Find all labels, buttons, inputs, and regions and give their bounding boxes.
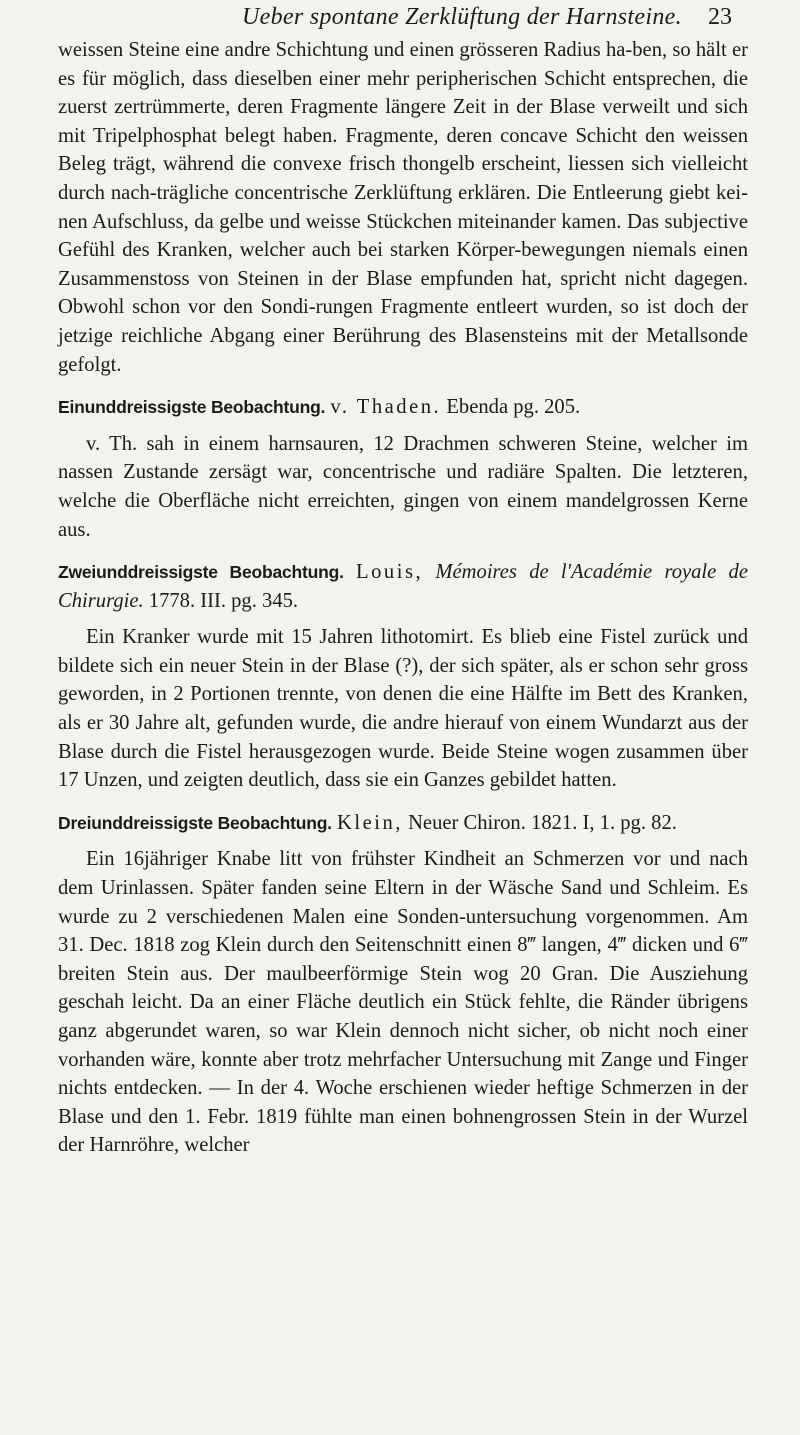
observation-citation-title: Mémoires de l'Académie royale de Chirurgie. [58,561,748,612]
body-text [58,36,748,1160]
running-head-title: Ueber spontane Zerklüftung der Harnsteine. [242,4,682,30]
observation-citation: Ebenda pg. 205. [446,396,581,419]
observation-heading [58,809,748,838]
observation-author: Louis, [356,561,424,584]
observation-31 [58,393,748,544]
observation-body: Ein Kranker wurde mit 15 Jahren lithotomirt. Es blieb eine Fistel zurück und bildete sich ein neuer Stein in der Blase (?), der sich später, als er schon sehr gross geworden, in 2 Portionen trennte, von denen die eine Hälfte im Bett des Kranken, als er 30 Jahre alt, gefunden wurde, die andre hierauf von einem Wundarzt aus der Blase durch die Fistel herausgezogen wurde. Beide Steine wogen zusammen über 17 Unzen, und zeigten deutlich, dass sie ein Ganzes gebildet hatten. [58,626,748,792]
observation-citation: Neuer Chiron. 1821. I, 1. pg. 82. [408,811,677,834]
observation-label: Dreiunddreissigste Beobachtung. [58,812,332,833]
observation-body: v. Th. sah in einem harnsauren, 12 Drachmen schweren Steine, welcher im nassen Zustande zersägt war, concentrische und radiäre Spalten. Die letzteren, welche die Oberfläche nicht erreichten, gingen von einem mandelgrossen Kerne aus. [58,432,748,541]
observation-heading [58,558,748,615]
observation-label: Einunddreissigste Beobachtung. [58,397,326,418]
observation-author: Klein, [337,811,403,834]
observation-33 [58,809,748,1160]
page-number: 23 [708,4,732,30]
observation-label: Zweiunddreissigste Beobachtung. [58,562,344,583]
observation-32 [58,558,748,795]
observation-author: v. Thaden. [330,396,442,419]
observation-body: Ein 16jähriger Knabe litt von frühster Kindheit an Schmerzen vor und nach dem Urinlassen. Später fanden seine Eltern in der Wäsche Sand und Schleim. Es wurde zu 2 verschiedenen Malen eine Sonden-untersuchung vorgenommen. Am 31. Dec. 1818 zog Klein durch den Seitenschnitt einen 8‴ langen, 4‴ dicken und 6‴ breiten Stein aus. Der maulbeerförmige Stein wog 20 Gran. Die Ausziehung geschah leicht. Da an einer Fläche deutlich ein Stück fehlte, die Ränder übrigens ganz abgerundet waren, so war Klein dennoch nicht sicher, ob nicht noch einer vorhanden wäre, konnte aber trotz mehrfacher Untersuchung mit Zange und Finger nichts entdecken. — In der 4. Woche erschienen wieder heftige Schmerzen in der Blase und den 1. Febr. 1819 fühlte man einen bohnengrossen Stein in der Wurzel der Harnröhre, welcher [58,848,748,1157]
opening-paragraph: weissen Steine eine andre Schichtung und einen grösseren Radius ha-ben, so hält er es für möglich, dass dieselben einer mehr peripherischen Schicht entsprechen, die zuerst zertrümmerte, deren Fragmente längere Zeit in der Blase verweilt und sich mit Tripelphosphat belegt haben. Fragmente, deren concave Schicht den weissen Beleg trägt, während die convexe frisch thongelb erscheint, liessen sich vielleicht durch nach-trägliche concentrische Zerklüftung erklären. Die Entleerung giebt kei-nen Aufschluss, da gelbe und weisse Stückchen miteinander kamen. Das subjective Gefühl des Kranken, welcher auch bei starken Körper-bewegungen niemals einen Zusammenstoss von Steinen in der Blase empfunden hat, spricht nicht dagegen. Obwohl schon vor den Sondi-rungen Fragmente entleert wurden, so ist doch der jetzige reichliche Abgang einer Berührung des Blasensteins mit der Metallsonde gefolgt. [58,39,748,376]
observation-citation-tail: 1778. III. pg. 345. [148,589,299,612]
observation-heading [58,393,748,422]
